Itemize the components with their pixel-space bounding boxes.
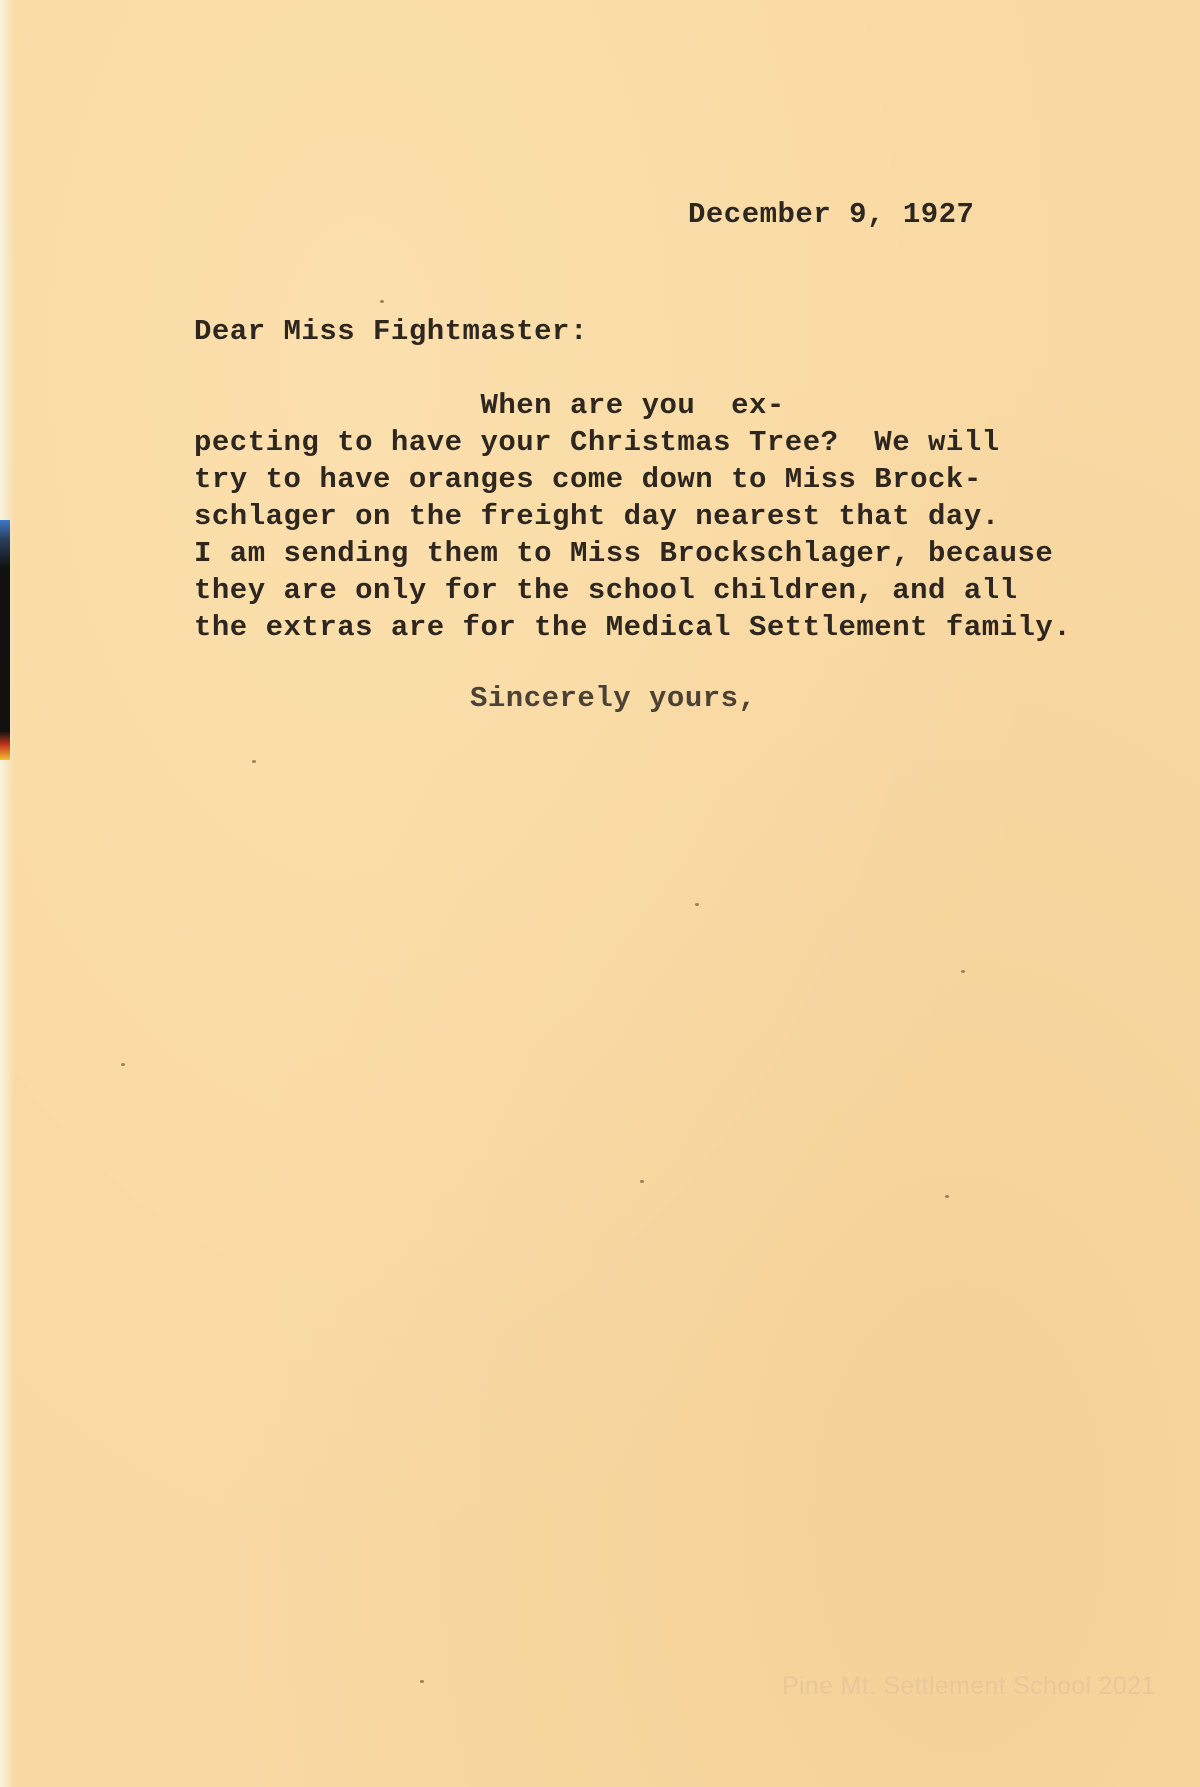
paper-fleck <box>961 970 965 973</box>
scan-edge-strip <box>0 520 10 760</box>
archive-watermark: Pine Mt. Settlement School 2021 <box>782 1672 1156 1700</box>
paper-fleck <box>420 1680 424 1683</box>
letter-body-line: I am sending them to Miss Brockschlager, because <box>194 537 1054 570</box>
paper-fleck <box>252 760 256 763</box>
letter-closing: Sincerely yours, <box>470 682 757 715</box>
letter-body-line: try to have oranges come down to Miss Brock- <box>194 463 982 496</box>
letter-salutation: Dear Miss Fightmaster: <box>194 315 588 348</box>
letter-body-line: schlager on the freight day nearest that day. <box>194 500 1000 533</box>
paper-fleck <box>121 1063 125 1066</box>
paper-fleck <box>695 903 699 906</box>
letter-body-line: the extras are for the Medical Settlement family. <box>194 611 1072 644</box>
letter-body-line: pecting to have your Christmas Tree? We will <box>194 426 1000 459</box>
paper-fleck <box>640 1180 644 1183</box>
paper-fleck <box>945 1195 949 1198</box>
paper-left-edge <box>0 0 14 1787</box>
paper-fleck <box>380 300 384 303</box>
letter-body-line: When are you ex- <box>194 389 785 422</box>
letter-body-line: they are only for the school children, and all <box>194 574 1018 607</box>
letter-date: December 9, 1927 <box>688 198 975 231</box>
